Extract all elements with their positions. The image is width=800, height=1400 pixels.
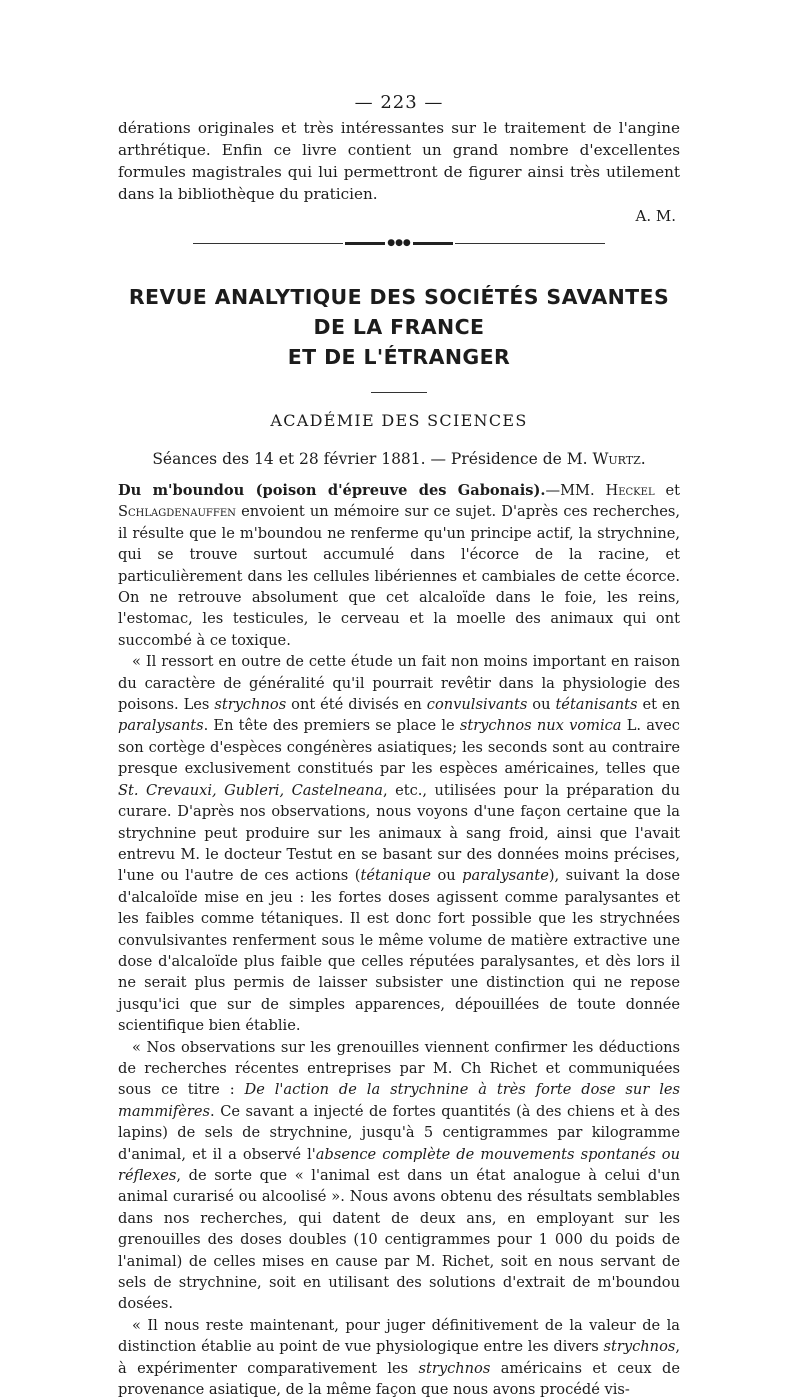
divider-rule-right bbox=[455, 243, 605, 244]
page-number: — 223 — bbox=[354, 92, 444, 113]
author-schlagdenauffen: Schlagdenauffen bbox=[118, 503, 236, 521]
page bbox=[118, 92, 680, 1400]
heading-rule bbox=[371, 392, 427, 393]
academy-title: ACADÉMIE DES SCIENCES bbox=[270, 411, 528, 430]
divider-rule-left bbox=[193, 243, 343, 244]
president-name: Wurtz. bbox=[592, 450, 646, 468]
divider-ornament: ●●● bbox=[345, 239, 453, 248]
ornamental-divider bbox=[118, 239, 680, 248]
section-heading-line1: REVUE ANALYTIQUE DES SOCIÉTÉS SAVANTES DE LA FRANCE bbox=[128, 285, 670, 339]
article-paragraph-3: « Nos observations sur les grenouilles viennent confirmer les déductions de recherches récentes entreprises par M. Ch Richet et communiquées sous ce titre : De l'action de la strychnine à très forte dose sur les mammifères. Ce savant a injecté de fortes quantités (à des chiens et à des lapins) de sels de strychnine, jusqu'à 5 centigrammes par kilogramme d'animal, et il a observé l'absence complète de mouvements spontanés ou réflexes, de sorte que « l'animal est dans un état analogue à celui d'un animal curarisé ou alcoolisé ». Nous avons obtenu des résultats semblables dans nos recherches, qui datent de deux ans, en employant sur les grenouilles des doses doubles (10 centigrammes pour 1 000 du poids de l'animal) de celles mises en cause par M. Richet, soit en nous servant de sels de strychnine, soit en utilisant des solutions d'extrait de m'boundou dosées. bbox=[118, 1038, 680, 1313]
article-paragraph-4: « Il nous reste maintenant, pour juger définitivement de la valeur de la distinction établie au point de vue physiologique entre les divers strychnos, à expérimenter comparativement les strychnos américains et ceux de provenance asiatique, de la même façon que nous avons procédé vis- bbox=[118, 1316, 680, 1399]
article-paragraph-1: Du m'boundou (poison d'épreuve des Gabonais).—MM. Heckel et Schlagdenauffen envoient un mémoire sur ce sujet. D'après ces recherches, il résulte que le m'boundou ne renferme qu'un principe actif, la strychnine, qui se trouve surtout accumulé dans l'écorce de la racine, et particulièrement dans les cellules libériennes et cambiales de cette écorce. On ne retrouve absolument que cet alcaloïde dans le foie, les reins, l'estomac, les testicules, le cerveau et la moelle des animaux qui ont succombé à ce toxique. bbox=[118, 482, 681, 649]
article-title: Du m'boundou (poison d'épreuve des Gabonais). bbox=[118, 482, 546, 499]
article-paragraph-2: « Il ressort en outre de cette étude un fait non moins important en raison du caractère de généralité qu'il pourrait revêtir dans la physiologie des poisons. Les strychnos ont été divisés en convulsivants ou tétanisants et en paralysants. En tête des premiers se place le strychnos nux vomica L. avec son cortège d'espèces congénères asiatiques; les seconds sont au contraire presque exclusivement constitués par les espèces américaines, telles que St. Crevauxi, Gubleri, Castelneana, etc., utilisées pour la préparation du curare. D'après nos observations, nous voyons d'une façon certaine que la strychnine peut produire sur les animaux à sang froid, ainsi que l'avait entrevu M. le docteur Testut en se basant sur des données moins précises, l'une ou l'autre de ces actions (tétanique ou paralysante), suivant la dose d'alcaloïde mise en jeu : les fortes doses agissent comme paralysantes et les faibles comme tétaniques. Il est donc fort possible que les strychnées convulsivantes renferment sous le même volume de matière extractive une dose d'alcaloïde plus faible que celles réputées paralysantes, et dès lors il ne serait plus permis de laisser subsister une distinction qui ne repose jusqu'ici que sur de simples apparences, dépouillées de toute donnée scientifique bien établie. bbox=[118, 653, 680, 1035]
review-signature: A. M. bbox=[635, 207, 676, 225]
section-heading-line2: ET DE L'ÉTRANGER bbox=[287, 345, 511, 369]
session-line: Séances des 14 et 28 février 1881. — Présidence de M. Wurtz. bbox=[152, 450, 646, 468]
intro-paragraph: dérations originales et très intéressantes sur le traitement de l'angine arthrétique. Enfin ce livre contient un grand nombre d'excellentes formules magistrales qui lui permettront de figurer ainsi très utilement dans la bibliothèque du praticien. bbox=[118, 119, 680, 203]
author-heckel: Heckel bbox=[605, 482, 655, 499]
